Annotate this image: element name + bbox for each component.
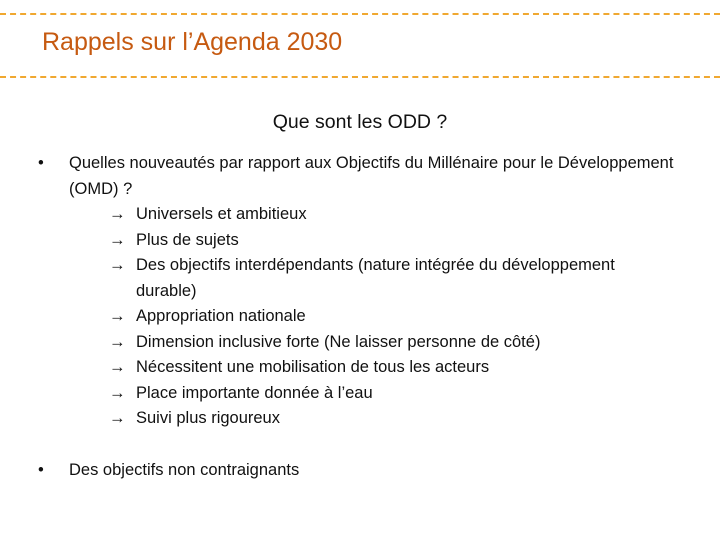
- sub-bullet-item: [69, 381, 678, 407]
- arrow-icon: →: [109, 307, 126, 325]
- slide-subtitle: Que sont les ODD ?: [272, 111, 448, 133]
- bullet-icon: •: [38, 460, 44, 479]
- sub-bullet-item: [69, 253, 678, 304]
- bullet-list: [38, 151, 678, 483]
- sub-bullet-text: Appropriation nationale: [136, 307, 306, 325]
- sub-bullet-text: Plus de sujets: [136, 230, 239, 249]
- arrow-icon: →: [109, 332, 126, 351]
- sub-bullet-item: [69, 304, 678, 330]
- arrow-icon: →: [109, 358, 126, 376]
- arrow-icon: →: [109, 383, 126, 402]
- sub-bullet-list: [69, 202, 678, 432]
- sub-bullet-item: [69, 406, 678, 432]
- bullet-icon: •: [38, 154, 44, 172]
- sub-bullet-text: Des objectifs interdépendants (nature intégrée du développement durable): [136, 256, 615, 300]
- arrow-icon: →: [109, 256, 126, 274]
- slide-title: Rappels sur l’Agenda 2030: [42, 28, 343, 56]
- sub-bullet-text: Place importante donnée à l’eau: [136, 383, 373, 402]
- arrow-icon: →: [109, 205, 126, 223]
- spacer: [38, 432, 678, 458]
- sub-bullet-text: Nécessitent une mobilisation de tous les acteurs: [136, 358, 490, 376]
- bullet-text: Quelles nouveautés par rapport aux Objectifs du Millénaire pour le Développement (OMD) ?: [69, 154, 674, 198]
- bottom-dashed-rule: [0, 76, 720, 78]
- bullet-item-nouveautes: [38, 151, 678, 432]
- top-dashed-rule: [0, 13, 720, 15]
- arrow-icon: →: [109, 230, 126, 249]
- sub-bullet-text: Suivi plus rigoureux: [136, 409, 280, 427]
- bullet-text: Des objectifs non contraignants: [69, 460, 300, 479]
- sub-bullet-text: Universels et ambitieux: [136, 205, 307, 223]
- arrow-icon: →: [109, 409, 126, 427]
- sub-bullet-item: [69, 330, 678, 356]
- sub-bullet-item: [69, 228, 678, 254]
- sub-bullet-item: [69, 355, 678, 381]
- bullet-item-non-contraignants: [38, 458, 678, 484]
- sub-bullet-item: [69, 202, 678, 228]
- sub-bullet-text: Dimension inclusive forte (Ne laisser personne de côté): [136, 332, 541, 351]
